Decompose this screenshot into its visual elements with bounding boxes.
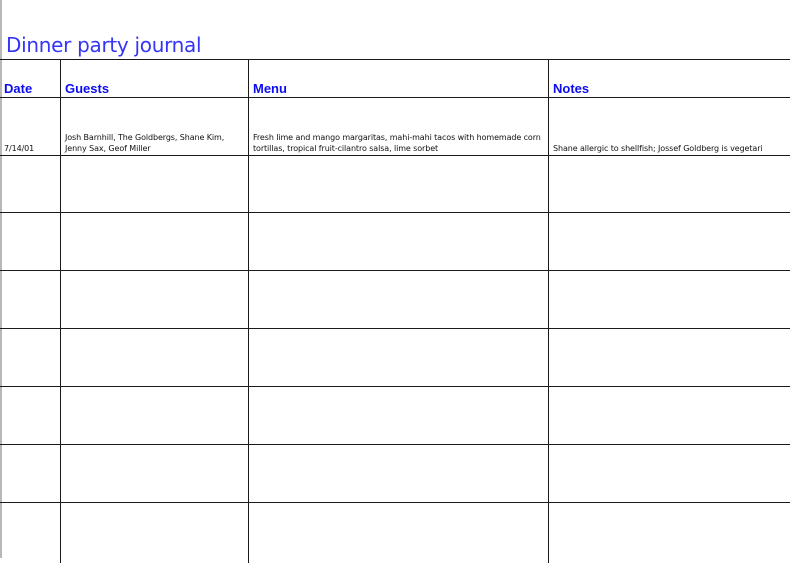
cell-guests[interactable]	[60, 213, 248, 270]
cell-menu[interactable]	[248, 387, 548, 444]
cell-date[interactable]	[0, 503, 60, 563]
cell-date[interactable]	[0, 213, 60, 270]
cell-menu[interactable]	[248, 329, 548, 386]
table-row	[0, 270, 790, 328]
table-row	[0, 212, 790, 270]
table-row	[0, 386, 790, 444]
cell-date[interactable]	[0, 271, 60, 328]
cell-menu[interactable]	[248, 213, 548, 270]
table-header-row	[0, 59, 790, 98]
table-row	[0, 155, 790, 213]
cell-guests[interactable]	[60, 445, 248, 502]
table-row	[0, 444, 790, 502]
cell-date[interactable]	[0, 156, 60, 213]
cell-guests[interactable]	[60, 387, 248, 444]
cell-notes[interactable]	[548, 156, 790, 213]
cell-notes[interactable]	[548, 271, 790, 328]
cell-guests[interactable]	[60, 156, 248, 213]
cell-date[interactable]	[0, 387, 60, 444]
table-row	[0, 97, 790, 155]
cell-guests[interactable]	[60, 503, 248, 563]
header-cell-menu[interactable]	[248, 60, 548, 98]
guests-value: Josh Barnhill, The Goldbergs, Shane Kim, Jenny Sax, Geof Miller	[65, 133, 225, 153]
cell-menu[interactable]	[248, 445, 548, 502]
date-value: 7/14/01	[4, 144, 35, 153]
header-date-label: Date	[4, 81, 33, 96]
header-guests-label: Guests	[65, 81, 110, 96]
header-menu-label: Menu	[253, 81, 287, 96]
cell-date[interactable]	[0, 98, 60, 155]
cell-notes[interactable]	[548, 98, 790, 155]
menu-value: Fresh lime and mango margaritas, mahi-mahi tacos with homemade corn tortillas, tropical fruit-cilantro salsa, lime sorbet	[253, 133, 541, 153]
cell-menu[interactable]	[248, 98, 548, 155]
cell-notes[interactable]	[548, 329, 790, 386]
cell-notes[interactable]	[548, 387, 790, 444]
cell-menu[interactable]	[248, 271, 548, 328]
header-notes-label: Notes	[553, 81, 590, 96]
cell-notes[interactable]	[548, 213, 790, 270]
document-title: Dinner party journal	[6, 33, 202, 57]
cell-menu[interactable]	[248, 156, 548, 213]
table-row	[0, 502, 790, 563]
table-row	[0, 328, 790, 386]
cell-menu[interactable]	[248, 503, 548, 563]
cell-guests[interactable]	[60, 98, 248, 155]
header-cell-notes[interactable]	[548, 60, 790, 98]
cell-guests[interactable]	[60, 271, 248, 328]
header-cell-guests[interactable]	[60, 60, 248, 98]
cell-guests[interactable]	[60, 329, 248, 386]
cell-date[interactable]	[0, 329, 60, 386]
cell-date[interactable]	[0, 445, 60, 502]
cell-notes[interactable]	[548, 445, 790, 502]
cell-notes[interactable]	[548, 503, 790, 563]
notes-value: Shane allergic to shellfish; Jossef Goldberg is vegetari	[553, 144, 763, 153]
header-cell-date[interactable]	[0, 60, 60, 98]
